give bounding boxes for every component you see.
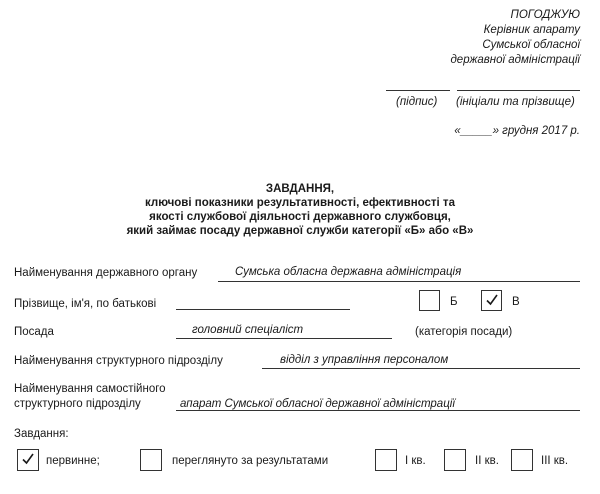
unit-label: Найменування структурного підрозділу bbox=[14, 355, 223, 367]
primary-label: первинне; bbox=[46, 455, 100, 467]
checkmark-icon bbox=[484, 292, 500, 308]
tasks-label: Завдання: bbox=[14, 428, 69, 440]
name-label: Прізвище, ім'я, по батькові bbox=[14, 298, 157, 310]
q1-checkbox[interactable] bbox=[375, 449, 397, 471]
signature-caption: (підпис) bbox=[396, 96, 438, 108]
approval-line-3: Сумської обласної bbox=[482, 39, 580, 51]
approval-line-2: Керівник апарату bbox=[483, 24, 580, 36]
q3-label: III кв. bbox=[541, 455, 569, 467]
title-line-4: який займає посаду державної служби категорії «Б» або «В» bbox=[126, 225, 474, 237]
q2-checkbox[interactable] bbox=[444, 449, 466, 471]
position-line bbox=[176, 338, 392, 339]
title-line-3: якості службової діяльності державного службовця, bbox=[149, 211, 451, 223]
title-heading: ЗАВДАННЯ, bbox=[265, 183, 335, 195]
independent-unit-value[interactable]: апарат Сумської обласної державної адміністрації bbox=[180, 398, 455, 410]
approval-line-4: державної адміністрації bbox=[450, 54, 580, 66]
position-label: Посада bbox=[14, 326, 54, 338]
category-v-label: В bbox=[512, 296, 520, 308]
approval-line-1: ПОГОДЖУЮ bbox=[510, 9, 580, 21]
position-value[interactable]: головний спеціаліст bbox=[192, 324, 304, 336]
approval-date: «_____» грудня 2017 р. bbox=[454, 125, 580, 137]
checkmark-icon bbox=[20, 451, 36, 467]
category-v-checkbox[interactable] bbox=[481, 290, 502, 311]
org-label: Найменування державного органу bbox=[14, 267, 198, 279]
org-line bbox=[218, 281, 580, 282]
q3-checkbox[interactable] bbox=[511, 449, 533, 471]
org-value[interactable]: Сумська обласна державна адміністрація bbox=[235, 266, 462, 278]
unit-line bbox=[262, 368, 580, 369]
q1-label: I кв. bbox=[405, 455, 426, 467]
independent-unit-label-1: Найменування самостійного bbox=[14, 383, 166, 395]
name-caption: (ініціали та прізвище) bbox=[456, 96, 575, 108]
category-b-checkbox[interactable] bbox=[419, 290, 440, 311]
category-b-label: Б bbox=[450, 296, 458, 308]
independent-unit-label-2: структурного підрозділу bbox=[14, 398, 141, 410]
name-field-line bbox=[176, 309, 350, 310]
unit-value[interactable]: відділ з управління персоналом bbox=[280, 354, 449, 366]
title-line-2: ключові показники результативності, ефективності та bbox=[145, 197, 455, 209]
independent-unit-line bbox=[176, 410, 580, 411]
approval-block bbox=[450, 8, 580, 68]
q2-label: II кв. bbox=[475, 455, 499, 467]
position-category-label: (категорія посади) bbox=[415, 326, 513, 338]
primary-checkbox[interactable] bbox=[17, 449, 39, 471]
reviewed-label: переглянуто за результатами bbox=[172, 455, 329, 467]
name-line bbox=[457, 90, 580, 91]
reviewed-checkbox[interactable] bbox=[140, 449, 162, 471]
document-title bbox=[0, 182, 600, 238]
signature-line bbox=[386, 90, 450, 91]
